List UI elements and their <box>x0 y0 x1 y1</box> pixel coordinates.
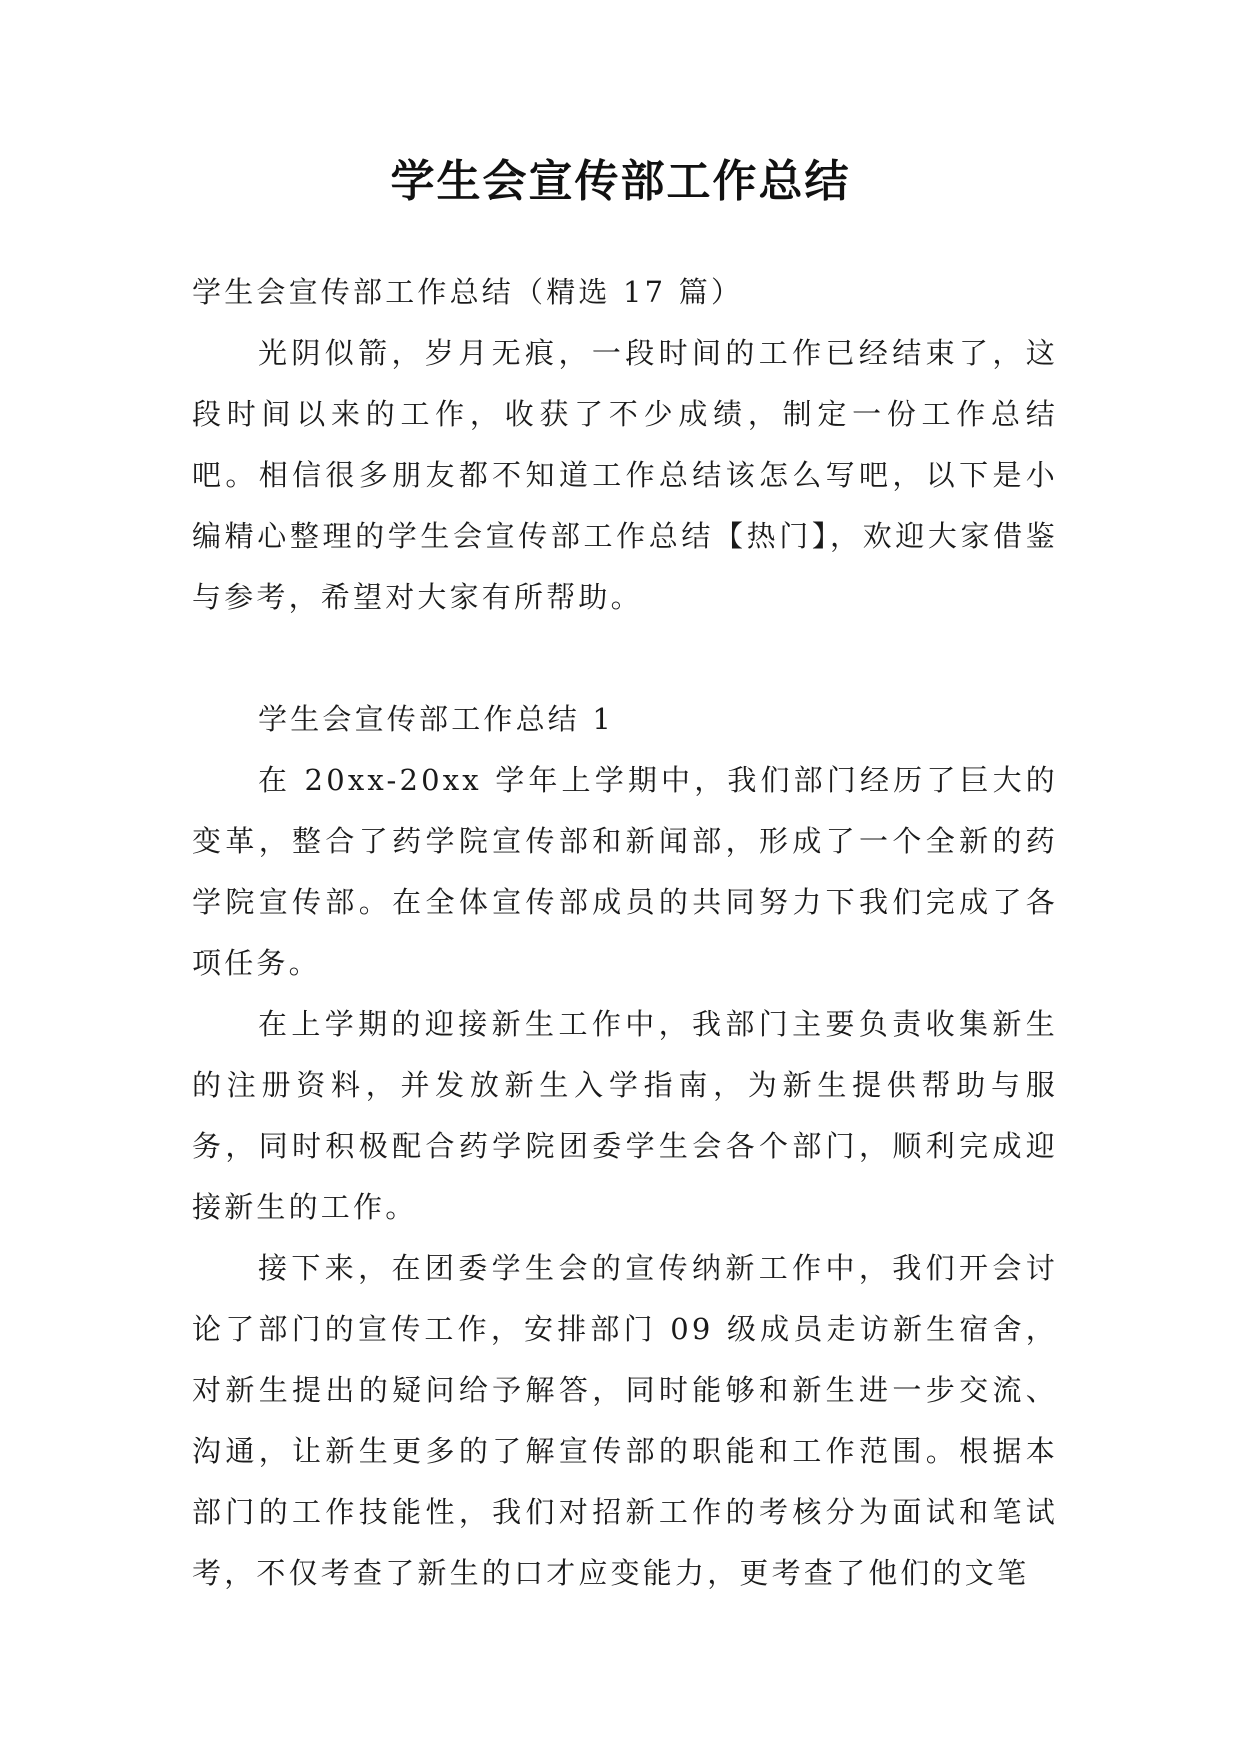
section-heading: 学生会宣传部工作总结 1 <box>258 702 615 736</box>
body-paragraph: 接下来，在团委学生会的宣传纳新工作中，我们开会讨论了部门的宣传工作，安排部门 09 级成员走访新生宿舍，对新生提出的疑问给予解答，同时能够和新生进一步交流、沟通，让新生更多的了解宣传部的职能和工作范围。根据本部门的工作技能性，我们对招新工作的考核分为面试和笔试考，不仅考查了新生的口才应变能力，更考查了他们的文笔 <box>192 1251 1058 1590</box>
body-paragraph: 在 20xx-20xx 学年上学期中，我们部门经历了巨大的变革，整合了药学院宣传部和新闻部，形成了一个全新的药学院宣传部。在全体宣传部成员的共同努力下我们完成了各项任务。 <box>192 763 1058 980</box>
document-title: 学生会宣传部工作总结 <box>390 156 851 207</box>
body-paragraph: 在上学期的迎接新生工作中，我部门主要负责收集新生的注册资料，并发放新生入学指南，为新生提供帮助与服务，同时积极配合药学院团委学生会各个部门，顺利完成迎接新生的工作。 <box>192 1007 1058 1224</box>
intro-paragraph: 光阴似箭，岁月无痕，一段时间的工作已经结束了，这段时间以来的工作，收获了不少成绩，制定一份工作总结吧。相信很多朋友都不知道工作总结该怎么写吧，以下是小编精心整理的学生会宣传部工作总结【热门】，欢迎大家借鉴与参考，希望对大家有所帮助。 <box>192 336 1058 614</box>
document-body <box>192 262 1058 1604</box>
document-subtitle: 学生会宣传部工作总结（精选 17 篇） <box>192 275 744 309</box>
